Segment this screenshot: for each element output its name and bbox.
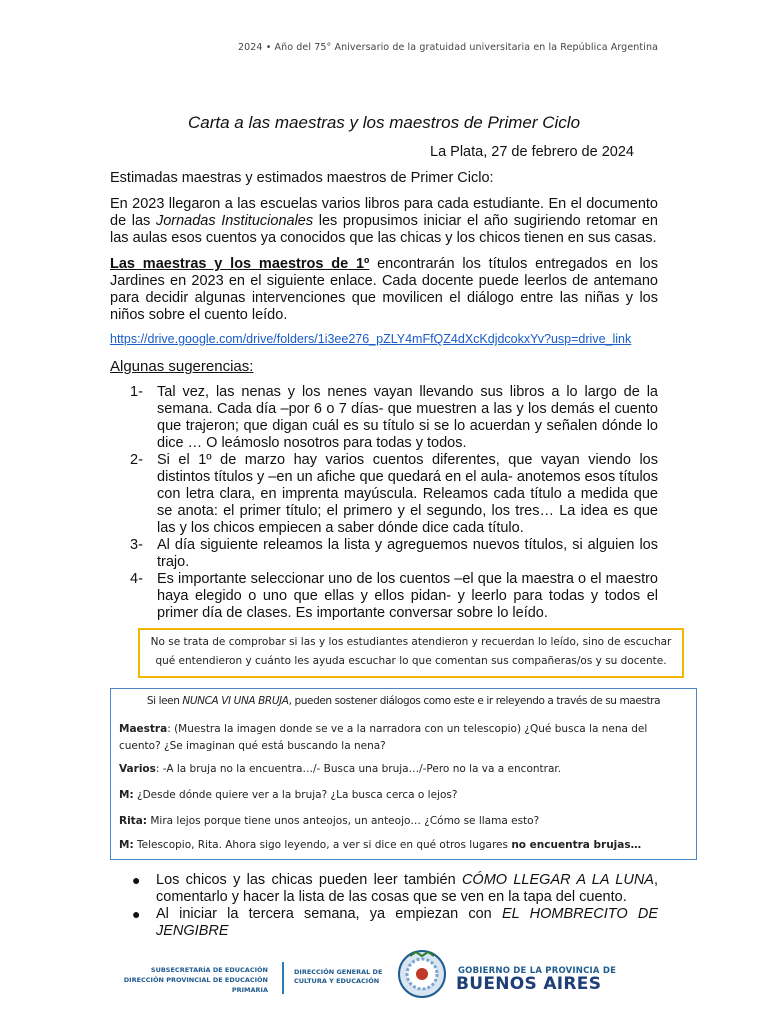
- bullet-icon: ●: [132, 872, 141, 888]
- footer-line: DIRECCIÓN PROVINCIAL DE EDUCACIÓN PRIMARIA: [123, 976, 268, 994]
- suggestion-number: 4-: [130, 571, 143, 587]
- footer-direccion-general: [294, 968, 382, 986]
- dialogue-line: [119, 837, 689, 854]
- more-suggestion-a: Al iniciar la tercera semana, ya empiezan con: [156, 906, 502, 922]
- suggestion-number: 3-: [130, 537, 143, 553]
- dialogue-line: [119, 787, 689, 804]
- gov-big-label: BUENOS AIRES: [456, 974, 602, 994]
- suggestions-heading-text: Algunas sugerencias: [110, 358, 250, 375]
- dialogue-text: : -A la bruja no la encuentra…/- Busca una bruja…/-Pero no la va a encontrar.: [155, 763, 562, 775]
- book-title-emphasis: EL HOMBRECITO DE JENGIBRE: [156, 906, 658, 939]
- suggestions-heading-colon: :: [249, 358, 254, 375]
- more-suggestion-a: Los chicos y las chicas pueden leer también: [156, 872, 462, 888]
- footer-line: SUBSECRETARÍA DE EDUCACIÓN: [150, 966, 268, 974]
- note-line: No se trata de comprobar si las y los estudiantes atendieron y recuerdan lo leído, sino de escuchar: [150, 636, 672, 648]
- suggestions-heading: [110, 358, 253, 375]
- gov-small-label: GOBIERNO DE LA PROVINCIA DE: [458, 966, 617, 976]
- dialogue-speaker: M:: [119, 789, 134, 801]
- dialogue-speaker: Maestra: [119, 723, 168, 735]
- dialogue-speaker: Rita:: [119, 815, 147, 827]
- drive-folder-link[interactable]: https://drive.google.com/drive/folders/1i3ee276_pZLY4mFfQZ4dXcKdjdcokxYv?usp=drive_link: [110, 332, 632, 346]
- first-grade-lead: Las maestras y los maestros de 1º: [110, 256, 370, 272]
- more-suggestion-item: [130, 906, 658, 940]
- first-grade-rest: encontrarán los títulos entregados en los Jardines en 2023 en el siguiente enlace. Cada docente puede leerlos de antemano para decidir algunas intervenciones que movilicen el diálogo entre las niñas y los niños sobre el cuento leído.: [110, 256, 658, 323]
- province-emblem-icon: [396, 948, 448, 1000]
- suggestion-item: [130, 571, 658, 622]
- dialogue-heading-b: , pueden sostener diálogos como este e ir releyendo a través de su maestra: [288, 695, 661, 707]
- jornadas-emphasis: Jornadas Institucionales: [155, 213, 314, 229]
- place-date: La Plata, 27 de febrero de 2024: [430, 144, 634, 160]
- dialogue-text: : (Muestra la imagen donde se ve a la narradora con un telescopio) ¿Qué busca la nena del cuento? ¿Se imaginan qué está buscando la nena?: [119, 723, 648, 752]
- dialogue-text-bold: no encuentra brujas…: [511, 839, 642, 851]
- dialogue-speaker: M:: [119, 839, 134, 851]
- dialogue-heading-a: Si leen: [146, 695, 183, 707]
- more-suggestions-list: [130, 872, 658, 940]
- footer-line: CULTURA Y EDUCACIÓN: [294, 977, 380, 985]
- paragraph-intro-a: En 2023 llegaron a las escuelas varios libros para cada estudiante. En el documento de las: [110, 196, 658, 229]
- bullet-icon: ●: [132, 906, 141, 922]
- suggestion-number: 1-: [130, 384, 143, 400]
- footer-subsecretaria: [108, 965, 268, 995]
- dialogue-box: [110, 688, 697, 860]
- dialogue-text: Telescopio, Rita. Ahora sigo leyendo, a ver si dice en qué otros lugares: [133, 839, 512, 851]
- suggestion-text: Es importante seleccionar uno de los cuentos –el que la maestra o el maestro haya elegido o uno que ellas y ellos pidan- y leerlo para todas y todos el primer día de clases. Es importante conversar sobre lo leído.: [157, 571, 658, 621]
- letter-title: Carta a las maestras y los maestros de Primer Ciclo: [187, 113, 581, 132]
- greeting: Estimadas maestras y estimados maestros de Primer Ciclo:: [110, 170, 494, 186]
- more-suggestion-item: [130, 872, 658, 906]
- dialogue-line: [119, 813, 689, 830]
- note-box: [138, 628, 684, 678]
- footer-divider: [282, 962, 284, 994]
- suggestion-item: [130, 452, 658, 537]
- header-tagline: 2024 • Año del 75° Aniversario de la gratuidad universitaria en la República Argentina: [238, 42, 658, 53]
- dialogue-line: [119, 721, 689, 755]
- suggestions-list: [130, 384, 658, 622]
- suggestion-item: [130, 537, 658, 571]
- suggestion-number: 2-: [130, 452, 143, 468]
- book-title-emphasis: CÓMO LLEGAR A LA LUNA: [461, 872, 654, 888]
- note-line: qué entendieron y cuánto les ayuda escuchar lo que comentan sus compañeras/os y su docente.: [155, 655, 667, 667]
- suggestion-text: Si el 1º de marzo hay varios cuentos diferentes, que vayan viendo los distintos títulos y –en un afiche que quedará en el aula- anotemos esos títulos con letra clara, en imprenta mayúscula. Releamos cada título a medida que se anota: el primer título; el primero y el segundo, los tres… La idea es que las y los chicos empiecen a saber dónde dice cada título.: [157, 452, 658, 536]
- suggestion-item: [130, 384, 658, 452]
- dialogue-text: Mira lejos porque tiene unos anteojos, un anteojo… ¿Cómo se llama esto?: [147, 815, 540, 827]
- paragraph-intro: [110, 196, 658, 247]
- dialogue-heading: [111, 695, 696, 707]
- paragraph-first-grade: [110, 256, 658, 324]
- more-suggestion-b: , comentarlo y hacer la lista de las cosas que se ven en la tapa del cuento.: [156, 872, 658, 905]
- dialogue-speaker: Varios: [119, 763, 156, 775]
- paragraph-intro-b: les propusimos iniciar el año sugiriendo retomar en las aulas esos cuentos ya conocidos que las chicas y los chicos tienen en sus casas.: [110, 213, 658, 246]
- dialogue-text: ¿Desde dónde quiere ver a la bruja? ¿La busca cerca o lejos?: [133, 789, 458, 801]
- book-title-emphasis: NUNCA VI UNA BRUJA: [182, 695, 289, 707]
- suggestion-text: Tal vez, las nenas y los nenes vayan llevando sus libros a lo largo de la semana. Cada día –por 6 o 7 días- que muestren a las y los demás el cuento que trajeron; que digan cuál es su título si se lo acuerdan y señalen dónde lo dice … O leámoslo nosotros para todas y todos.: [157, 384, 658, 451]
- dialogue-line: [119, 761, 689, 778]
- footer-line: DIRECCIÓN GENERAL DE: [294, 968, 383, 976]
- suggestion-text: Al día siguiente releamos la lista y agreguemos nuevos títulos, si alguien los trajo.: [157, 537, 658, 570]
